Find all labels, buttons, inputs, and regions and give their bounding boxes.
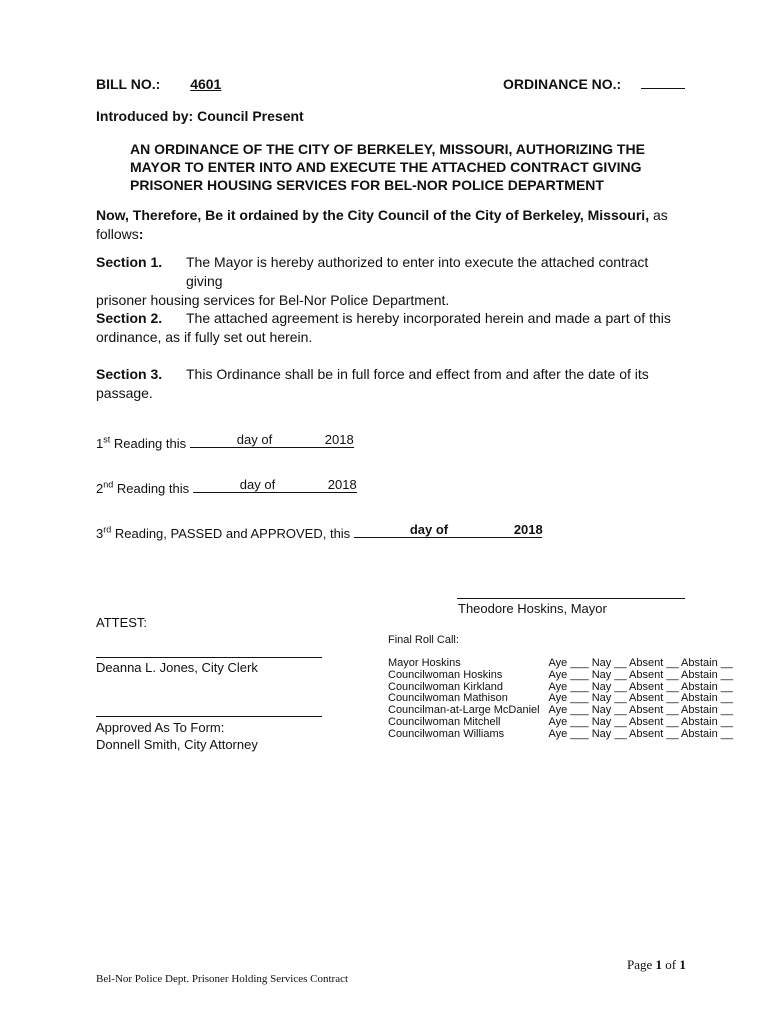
day-of-label: day of — [239, 477, 276, 492]
title-line: PRISONER HOUSING SERVICES FOR BEL-NOR POLICE DEPARTMENT — [130, 177, 604, 193]
reading-suffix: st — [103, 434, 111, 445]
reading-number: 2 — [96, 481, 104, 496]
member-name: Councilwoman Kirkland — [388, 680, 503, 693]
reading-text: Reading, PASSED and APPROVED, this — [111, 526, 351, 541]
day-of-label: day of — [236, 432, 273, 447]
section-text: The Mayor is hereby authorized to enter into execute the attached contract giving — [186, 254, 649, 289]
vote-options: Aye ___ Nay __ Absent __ Abstain __ — [548, 704, 733, 717]
reading-text: Reading this — [110, 436, 187, 451]
vote-options: Aye ___ Nay __ Absent __ Abstain __ — [548, 692, 733, 705]
roll-call-row — [388, 670, 733, 682]
ordinance-number-blank — [641, 88, 685, 89]
reading-text: Reading this — [113, 481, 190, 496]
mayor-signature-label: Theodore Hoskins, Mayor — [458, 601, 607, 616]
ordain-line2: follows — [96, 226, 139, 242]
first-reading — [96, 432, 354, 451]
member-name: Councilwoman Mathison — [388, 692, 508, 705]
ordain-bold: Now, Therefore, Be it ordained by the City Council of the City of Berkeley, Missouri, — [96, 207, 650, 223]
ordinance-label: ORDINANCE NO.: — [503, 76, 622, 92]
reading-number: 1 — [96, 436, 104, 451]
roll-call-title: Final Roll Call: — [388, 634, 459, 646]
year-label: 2018 — [324, 432, 354, 447]
approved-as-to-form — [96, 719, 258, 753]
roll-call-table — [388, 658, 733, 741]
reading-date-blank — [193, 477, 357, 493]
vote-options: Aye ___ Nay __ Absent __ Abstain __ — [548, 668, 733, 681]
section-text: ordinance, as if fully set out herein. — [96, 329, 313, 345]
year-label: 2018 — [513, 522, 543, 537]
title-line: MAYOR TO ENTER INTO AND EXECUTE THE ATTACHED CONTRACT GIVING — [130, 159, 642, 175]
reading-date-blank — [190, 432, 354, 448]
clerk-signature-line — [96, 657, 322, 658]
ordain-colon: : — [138, 226, 144, 242]
section-text: This Ordinance shall be in full force and effect from and after the date of its — [186, 366, 649, 382]
page-total: 1 — [679, 957, 686, 972]
page-number — [627, 957, 686, 973]
reading-suffix: nd — [103, 479, 114, 490]
vote-options: Aye ___ Nay __ Absent __ Abstain __ — [548, 715, 733, 728]
section-text: prisoner housing services for Bel-Nor Police Department. — [96, 292, 450, 308]
reading-suffix: rd — [103, 524, 112, 535]
vote-options: Aye ___ Nay __ Absent __ Abstain __ — [548, 680, 733, 693]
third-reading — [96, 522, 543, 541]
of-word: of — [665, 957, 677, 972]
vote-options: Aye ___ Nay __ Absent __ Abstain __ — [548, 727, 733, 740]
roll-call-row — [388, 729, 733, 741]
section-1 — [96, 253, 686, 310]
section-3 — [96, 365, 686, 403]
member-name: Councilwoman Mitchell — [388, 715, 501, 728]
member-name: Mayor Hoskins — [388, 657, 461, 669]
member-name: Councilwoman Hoskins — [388, 668, 503, 681]
section-label: Section 1. — [96, 254, 163, 270]
introduced-by: Introduced by: Council Present — [96, 108, 304, 124]
page-word: Page — [627, 957, 653, 972]
section-text: The attached agreement is hereby incorporated herein and made a part of this — [186, 310, 671, 326]
ordain-clause — [96, 206, 688, 244]
ordain-rest: as — [649, 207, 668, 223]
page-current: 1 — [655, 957, 663, 972]
day-of-label: day of — [409, 522, 449, 537]
attorney-name: Donnell Smith, City Attorney — [96, 737, 258, 752]
roll-call-row — [388, 717, 733, 729]
member-name: Councilwoman Williams — [388, 727, 505, 740]
section-label: Section 2. — [96, 310, 163, 326]
reading-number: 3 — [96, 526, 104, 541]
title-line: AN ORDINANCE OF THE CITY OF BERKELEY, MISSOURI, AUTHORIZING THE — [130, 141, 645, 157]
year-label: 2018 — [327, 477, 357, 492]
attest-label: ATTEST: — [96, 615, 148, 630]
approved-line: Approved As To Form: — [96, 720, 225, 735]
second-reading — [96, 477, 357, 496]
bill-number-row — [96, 76, 221, 92]
section-2 — [96, 309, 686, 347]
member-name: Councilman-at-Large McDaniel — [388, 704, 540, 717]
clerk-signature-label: Deanna L. Jones, City Clerk — [96, 660, 258, 675]
attorney-signature-line — [96, 716, 322, 717]
section-label: Section 3. — [96, 366, 163, 382]
reading-date-blank — [354, 522, 543, 538]
vote-options: Aye ___ Nay __ Absent __ Abstain __ — [548, 657, 733, 669]
ordinance-title — [130, 140, 645, 194]
bill-label: BILL NO.: — [96, 76, 161, 92]
footer-document-title: Bel-Nor Police Dept. Prisoner Holding Services Contract — [96, 973, 349, 985]
section-text: passage. — [96, 385, 153, 401]
mayor-signature-line — [457, 598, 685, 599]
bill-number: 4601 — [190, 76, 222, 92]
ordinance-number-row — [503, 76, 685, 92]
